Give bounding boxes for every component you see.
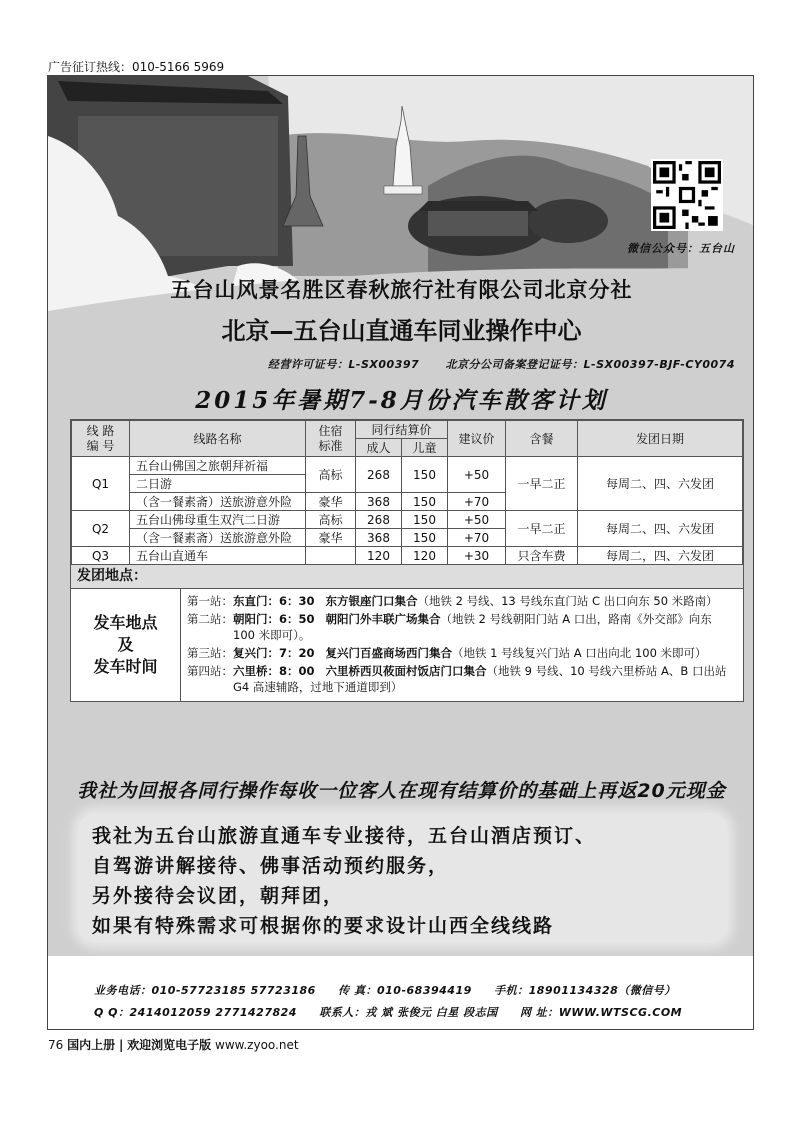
hotel-level xyxy=(306,547,356,565)
depart-dates: 每周二、四、六发团 xyxy=(578,457,743,511)
stop-note: （地铁 1 号线复兴门站 A 口出向北 100 米即可） xyxy=(451,646,707,660)
adult-price: 368 xyxy=(356,493,402,511)
hotel-level: 高标 xyxy=(306,511,356,529)
header-route-name: 线路名称 xyxy=(130,421,306,457)
route-name: 五台山直通车 xyxy=(130,547,306,565)
qr-code xyxy=(651,159,723,231)
service-box xyxy=(78,813,728,943)
center-title: 北京—五台山直通车同业操作中心 xyxy=(221,317,582,345)
company-name: 五台山风景名胜区春秋旅行社有限公司北京分社 xyxy=(170,278,633,302)
route-name: 二日游 xyxy=(130,475,306,493)
route-name: （含一餐素斋）送旅游意外险 xyxy=(130,493,306,511)
ad-hotline: 广告征订热线：010-5166 5969 xyxy=(48,60,225,74)
stops-list xyxy=(181,589,743,701)
license-record: 北京分公司备案登记证号：L-SX00397-BJF-CY0074 xyxy=(445,358,735,371)
depart-label xyxy=(71,589,181,701)
header-child: 儿童 xyxy=(402,439,448,457)
header-meals: 含餐 xyxy=(506,421,578,457)
stop-item xyxy=(187,611,737,643)
suggest-price: +30 xyxy=(448,547,506,565)
stop-label: 第四站： xyxy=(187,664,233,678)
plan-title: 2015年暑期7-8月份汽车散客计划 xyxy=(195,387,608,414)
route-name: 五台山佛母重生双汽二日游 xyxy=(130,511,306,529)
site-url[interactable]: www.zyoo.net xyxy=(215,1038,299,1052)
header-dates: 发团日期 xyxy=(578,421,743,457)
service-line: 另外接待会议团，朝拜团， xyxy=(92,885,345,907)
suggest-price: +50 xyxy=(448,457,506,493)
adult-price: 268 xyxy=(356,457,402,493)
stop-item xyxy=(187,645,737,661)
service-line: 自驾游讲解接待、佛事活动预约服务， xyxy=(92,855,450,877)
service-line: 如果有特殊需求可根据你的要求设计山西全线线路 xyxy=(92,915,555,937)
child-price: 150 xyxy=(402,493,448,511)
stop-label: 第二站： xyxy=(187,612,233,626)
route-name: （含一餐素斋）送旅游意外险 xyxy=(130,529,306,547)
contact-footer xyxy=(48,956,754,1030)
route-no: Q2 xyxy=(72,511,130,547)
hotel-level: 高标 xyxy=(306,457,356,493)
route-name: 五台山佛国之旅朝拜祈福 xyxy=(130,457,306,475)
fax: 传 真：010-68394419 xyxy=(338,984,472,997)
hotel-level: 豪华 xyxy=(306,493,356,511)
header-hotel: 住宿 标准 xyxy=(306,421,356,457)
license-permit: 经营许可证号：L-SX00397 xyxy=(267,358,420,371)
mobile: 手机：18901134328（微信号） xyxy=(494,984,676,997)
qq: Q Q：2414012059 2771427824 xyxy=(94,1006,297,1019)
separator: | xyxy=(118,1038,124,1052)
stop-label: 第一站： xyxy=(187,594,233,608)
stop-time: 东直门：6：30 xyxy=(233,594,315,608)
contacts: 联系人：戎 斌 张俊元 白星 段志国 xyxy=(319,1006,498,1019)
hotel-level: 豪华 xyxy=(306,529,356,547)
page-footer xyxy=(48,1036,299,1053)
stop-item xyxy=(187,593,737,609)
footer-line xyxy=(94,982,694,998)
service-line: 我社为五台山旅游直通车专业接待，五台山酒店预订、 xyxy=(92,825,597,847)
stop-note: （地铁 9 号线、10 号线六里桥站 A、B 口出站 G4 高速辅路，过地下通道即到） xyxy=(233,664,727,694)
website: 网 址：WWW.WTSCG.COM xyxy=(519,1006,683,1019)
depart-dates: 每周二，四、六发团 xyxy=(578,547,743,565)
stop-item xyxy=(187,663,737,695)
ad-page xyxy=(47,75,754,1030)
child-price: 150 xyxy=(402,529,448,547)
depart-dates: 每周二、四、六发团 xyxy=(578,511,743,547)
meals: 只含车费 xyxy=(506,547,578,565)
meals: 一早二正 xyxy=(506,511,578,547)
stop-place: 复兴门百盛商场西门集合 xyxy=(325,646,452,660)
depart-heading: 发团地点： xyxy=(71,565,743,589)
stop-place: 朝阳门外丰联广场集合 xyxy=(325,612,441,626)
stop-place: 六里桥西贝莜面村饭店门口集合 xyxy=(325,664,487,678)
license-line xyxy=(246,356,735,372)
depart-label-line: 及 xyxy=(117,635,134,654)
stop-place: 东方银座门口集合 xyxy=(325,594,418,608)
suggest-price: +70 xyxy=(448,493,506,511)
price-table xyxy=(71,420,743,565)
header-price: 同行结算价 xyxy=(356,421,448,439)
depart-label-line: 发车时间 xyxy=(93,657,158,676)
table-row xyxy=(72,547,743,565)
table-row xyxy=(72,511,743,529)
adult-price: 120 xyxy=(356,547,402,565)
page-number: 76 xyxy=(48,1038,64,1052)
footer-line xyxy=(94,1004,700,1020)
wechat-account: 微信公众号：五台山 xyxy=(627,242,735,255)
header-adult: 成人 xyxy=(356,439,402,457)
business-phone: 业务电话：010-57723185 57723186 xyxy=(94,984,316,997)
stop-note: （地铁 2 号线朝阳门站 A 口出，路南《外交部》向东 100 米即可）。 xyxy=(233,612,712,642)
child-price: 120 xyxy=(402,547,448,565)
adult-price: 268 xyxy=(356,511,402,529)
browse-text: 欢迎浏览电子版 xyxy=(127,1038,212,1052)
stop-time: 朝阳门：6：50 xyxy=(233,612,315,626)
header-suggest: 建议价 xyxy=(448,421,506,457)
section-name: 国内上册 xyxy=(67,1038,116,1052)
schedule-table-block xyxy=(70,419,744,702)
meals: 一早二正 xyxy=(506,457,578,511)
stop-time: 六里桥：8：00 xyxy=(233,664,315,678)
table-row xyxy=(72,457,743,475)
stop-label: 第三站： xyxy=(187,646,233,660)
child-price: 150 xyxy=(402,511,448,529)
adult-price: 368 xyxy=(356,529,402,547)
suggest-price: +50 xyxy=(448,511,506,529)
child-price: 150 xyxy=(402,457,448,493)
suggest-price: +70 xyxy=(448,529,506,547)
promo-line: 我社为回报各同行操作每收一位客人在现有结算价的基础上再返20元现金 xyxy=(77,780,726,802)
depart-label-line: 发车地点 xyxy=(93,613,158,632)
route-no: Q1 xyxy=(72,457,130,511)
header-route-no: 线 路 编 号 xyxy=(72,421,130,457)
route-no: Q3 xyxy=(72,547,130,565)
depart-stops xyxy=(71,589,743,701)
qr-code-icon xyxy=(653,161,721,229)
stop-note: （地铁 2 号线、13 号线东直门站 C 出口向东 50 米路南） xyxy=(417,594,718,608)
stop-time: 复兴门：7：20 xyxy=(233,646,315,660)
